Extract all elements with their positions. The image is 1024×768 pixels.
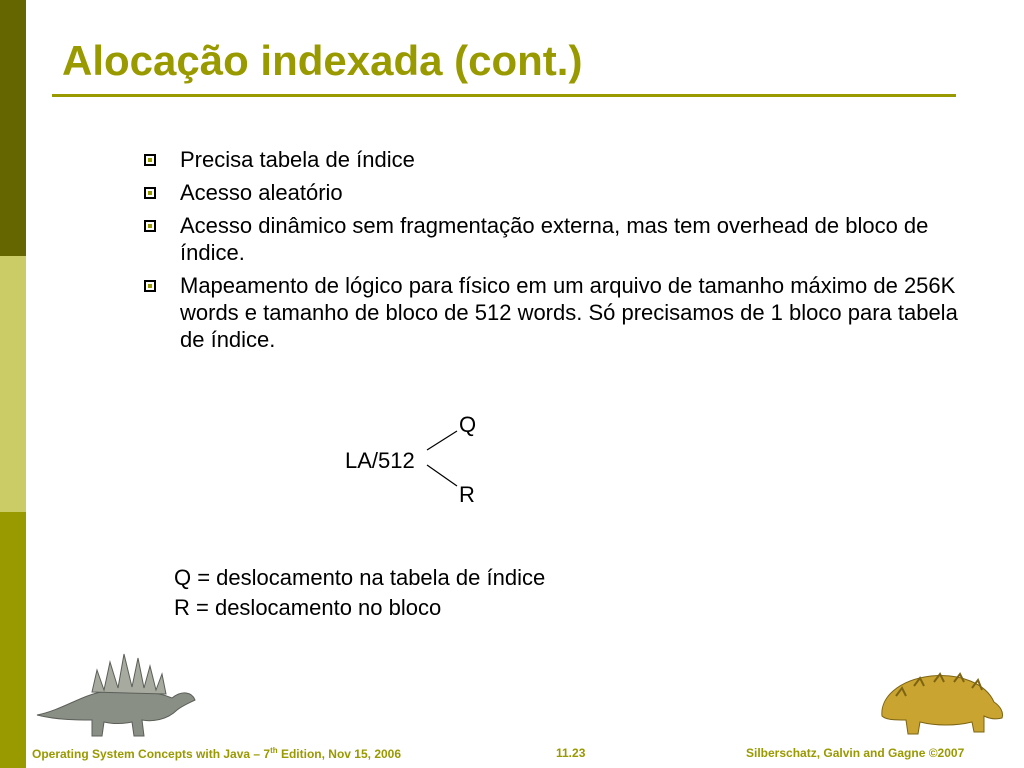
bullet-text: Precisa tabela de índice <box>180 147 415 172</box>
diagram-r-label: R <box>459 482 475 507</box>
slide-title: Alocação indexada (cont.) <box>62 37 583 84</box>
diagram-q-label: Q <box>459 412 477 437</box>
legend-r-definition: R = deslocamento no bloco <box>174 595 442 620</box>
footer-authors: Silberschatz, Galvin and Gagne ©2007 <box>746 746 965 760</box>
ankylosaurus-icon <box>876 668 1006 740</box>
stegosaurus-icon <box>32 640 197 740</box>
bullet-text: Mapeamento de lógico para físico em um arquivo de tamanho máximo de 256K words e tamanho de bloco de 512 words. Só precisamos de 1 bloco para tabela de índice. <box>180 273 958 352</box>
bullet-text: Acesso aleatório <box>180 180 343 205</box>
bullet-text: Acesso dinâmico sem fragmentação externa, mas tem overhead de bloco de índice. <box>180 213 929 265</box>
line-to-q <box>427 431 457 450</box>
footer-book-title: Operating System Concepts with Java – 7th Edition, Nov 15, 2006 <box>32 746 402 761</box>
diagram-la-label: LA/512 <box>345 448 415 473</box>
footer-page-number: 11.23 <box>556 746 586 760</box>
line-to-r <box>427 465 457 486</box>
legend-q-definition: Q = deslocamento na tabela de índice <box>174 565 546 590</box>
